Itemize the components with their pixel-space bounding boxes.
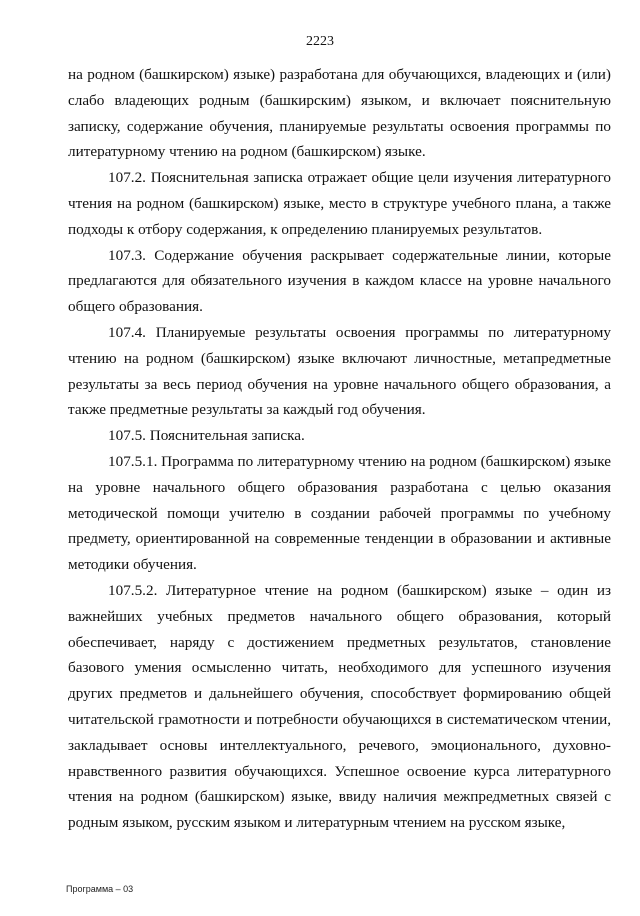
paragraph-107-4: 107.4. Планируемые результаты освоения программы по литературному чтению на родном (башкирском) языке включают личностные, метапредметные результаты за весь период обучения на уровне начального общего образования, а также предметные результаты за каждый год обучения. xyxy=(68,323,611,419)
document-body xyxy=(68,62,611,836)
paragraph-107-3: 107.3. Содержание обучения раскрывает содержательные линии, которые предлагаются для обязательного изучения в каждом классе на уровне начального общего образования. xyxy=(68,246,611,316)
paragraph-107-5-1: 107.5.1. Программа по литературному чтению на родном (башкирском) языке на уровне начального общего образования разработана с целью оказания методической помощи учителю в создании рабочей программы по учебному предмету, ориентированной на современные тенденции в образовании и активные методики обучения. xyxy=(68,452,611,574)
paragraph-107-2: 107.2. Пояснительная записка отражает общие цели изучения литературного чтения на родном (башкирском) языке, место в структуре учебного плана, а также подходы к отбору содержания, к определению планируемых результатов. xyxy=(68,169,611,238)
paragraph-107-5: 107.5. Пояснительная записка. xyxy=(108,427,305,445)
page-footer: Программа – 03 xyxy=(66,884,134,894)
paragraph-intro-continuation: на родном (башкирском) языке) разработана для обучающихся, владеющих и (или) слабо владеющих родным (башкирским) языком, и включает пояснительную записку, содержание обучения, планируемые результаты освоения программы по литературному чтению на родном (башкирском) языке. xyxy=(68,66,611,161)
page-number: 2223 xyxy=(306,34,334,49)
paragraph-107-5-2: 107.5.2. Литературное чтение на родном (башкирском) языке – один из важнейших учебных предметов начального общего образования, который обеспечивает, наряду с достижением предметных результатов, становление базового умения осмысленно читать, необходимого для успешного изучения других предметов и дальнейшего обучения, способствует формированию общей читательской грамотности и потребности обучающихся в систематическом чтении, закладывает основы интеллектуального, речевого, эмоционального, духовно-нравственного развития обучающихся. Успешное освоение курса литературного чтения на родном (башкирском) языке, ввиду наличия межпредметных связей с родным языком, русским языком и литературным чтением на русском языке, xyxy=(68,581,611,832)
